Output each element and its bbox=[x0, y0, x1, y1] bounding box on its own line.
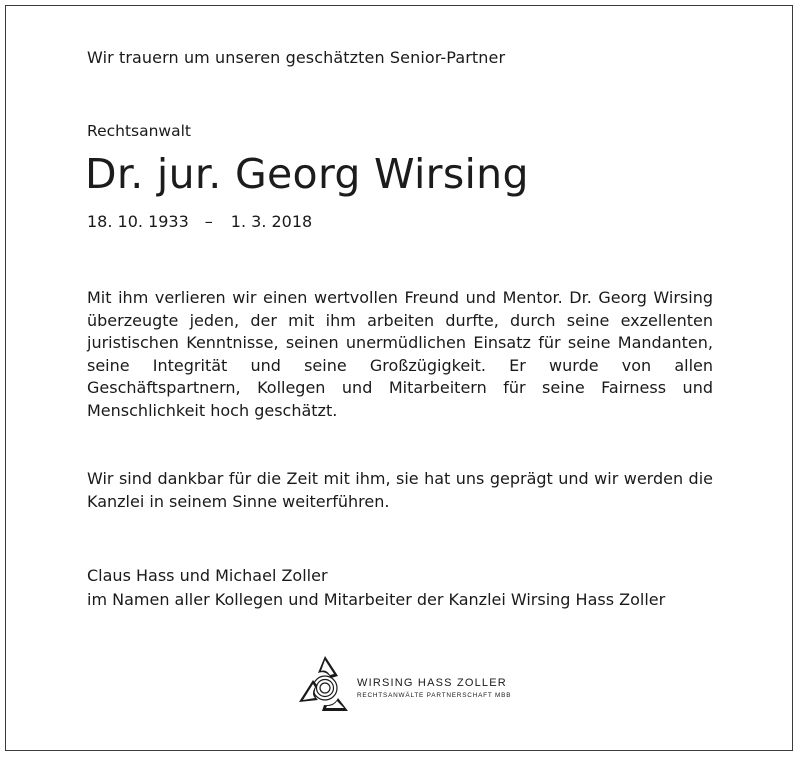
tribute-paragraph: Mit ihm verlieren wir einen wertvollen Freund und Mentor. Dr. Georg Wirsing überzeugte jeden, der mit ihm arbeiten durfte, durch seine exzellenten juristischen Kenntnisse, seinen unermüdlichen Einsatz für seine Mandanten, seine Integrität und seine Großzügigkeit. Er wurde von allen Geschäftspartnern, Kollegen und Mitarbeitern für seine Fairness und Menschlichkeit hoch geschätzt. bbox=[87, 288, 713, 420]
date-separator: – bbox=[204, 212, 213, 231]
deceased-name: Dr. jur. Georg Wirsing bbox=[85, 150, 529, 198]
triskelion-logo-icon bbox=[296, 654, 354, 714]
intro-line: Wir trauern um unseren geschätzten Senior-Partner bbox=[87, 48, 506, 67]
firm-subtitle: RECHTSANWÄLTE PARTNERSCHAFT MBB bbox=[357, 692, 512, 699]
firm-name: WIRSING HASS ZOLLER bbox=[357, 677, 507, 689]
signatories: Claus Hass und Michael Zoller bbox=[87, 566, 328, 585]
death-date: 1. 3. 2018 bbox=[230, 212, 313, 231]
birth-date: 18. 10. 1933 bbox=[87, 212, 189, 231]
gratitude-paragraph: Wir sind dankbar für die Zeit mit ihm, sie hat uns geprägt und wir werden die Kanzlei in seinem Sinne weiterführen. bbox=[87, 469, 713, 511]
profession-label: Rechtsanwalt bbox=[87, 122, 191, 140]
life-dates bbox=[87, 212, 312, 231]
on-behalf-line: im Namen aller Kollegen und Mitarbeiter der Kanzlei Wirsing Hass Zoller bbox=[87, 590, 666, 609]
